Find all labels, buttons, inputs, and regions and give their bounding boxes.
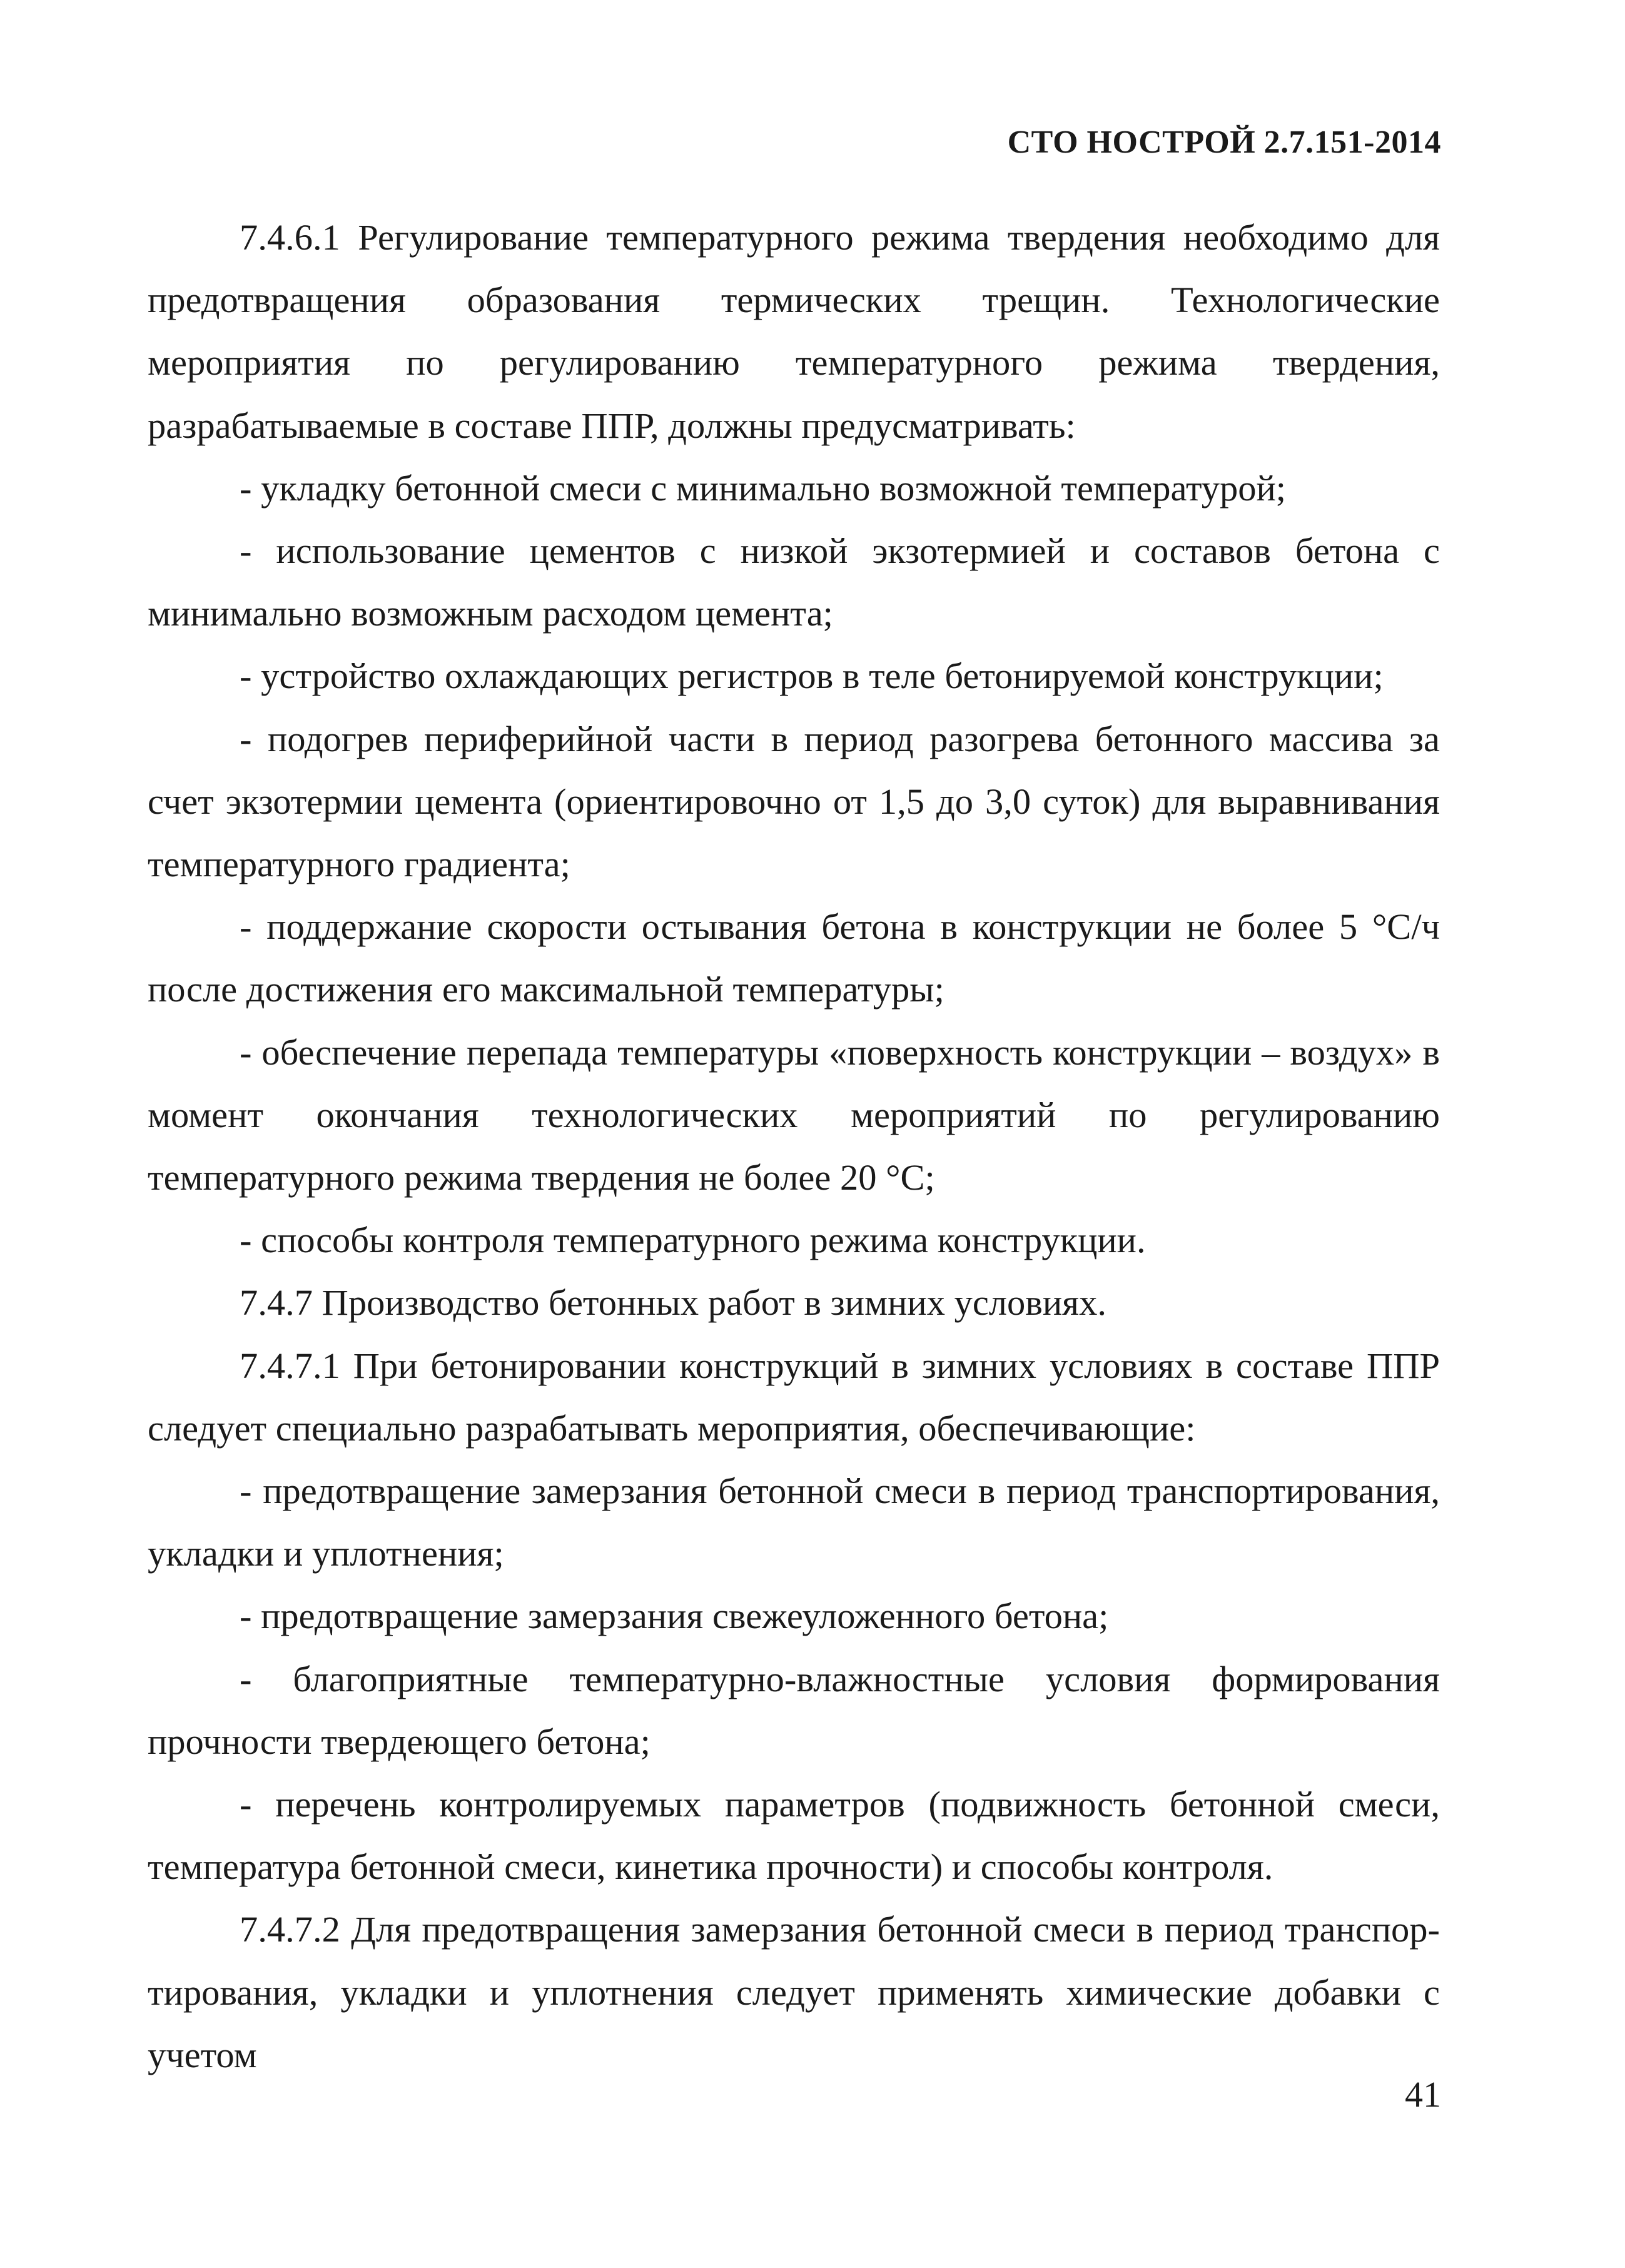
paragraph: 7.4.6.1 Регулирование температурного режима твердения необходимо для предотвращения образования термических трещин. Технологические мероприятия по регулированию температурного режима твердения, разрабатываемые в составе ППР, должны предусматривать: [148, 217, 1440, 446]
paragraph: 7.4.7.1 При бетонировании конструкций в зимних условиях в составе ППР следует специально разрабатывать мероприятия, обеспечивающие: [148, 1345, 1440, 1449]
paragraph: - благоприятные температурно-влажностные условия формирования прочности твердеющего бетона; [148, 1658, 1440, 1762]
paragraph: - предотвращение замерзания бетонной смеси в период транспортирования, укладки и уплотнения; [148, 1471, 1440, 1574]
paragraph: - предотвращение замерзания свежеуложенного бетона; [240, 1596, 1109, 1637]
paragraph: - подогрев периферийной части в период разогрева бетонного массива за счет экзотермии цемента (ориентировочно от 1,5 до 3,0 суток) для выравнивания температурного градиента; [148, 718, 1440, 885]
paragraph: - использование цементов с низкой экзотермией и составов бетона с минимально возможным расходом цемента; [148, 530, 1440, 634]
body-text [148, 206, 1440, 2087]
paragraph: - укладку бетонной смеси с минимально возможной температурой; [240, 467, 1287, 509]
paragraph: - способы контроля температурного режима конструкции. [240, 1220, 1146, 1261]
page-number: 41 [1405, 2074, 1441, 2115]
paragraph: - поддержание скорости остывания бетона в конструкции не более 5 °С/ч после достижения его максимальной температуры; [148, 906, 1440, 1010]
paragraph: - обеспечение перепада температуры «поверхность конструкции – воздух» в момент окончания технологических мероприятий по регулированию температурного режима твердения не более 20 °С; [148, 1031, 1440, 1198]
paragraph: - устройство охлаждающих регистров в теле бетонируемой конструкции; [240, 656, 1384, 697]
paragraph: 7.4.7.2 Для предотвращения замерзания бетонной смеси в период транспортирования, укладки и уплотнения следует применять химические добавки с учетом [148, 1909, 1440, 2075]
paragraph: 7.4.7 Производство бетонных работ в зимних условиях. [240, 1282, 1106, 1324]
document-code-header: СТО НОСТРОЙ 2.7.151-2014 [1007, 124, 1441, 160]
paragraph: - перечень контролируемых параметров (подвижность бетонной смеси, температура бетонной смеси, кинетика прочности) и способы контроля. [148, 1784, 1440, 1888]
